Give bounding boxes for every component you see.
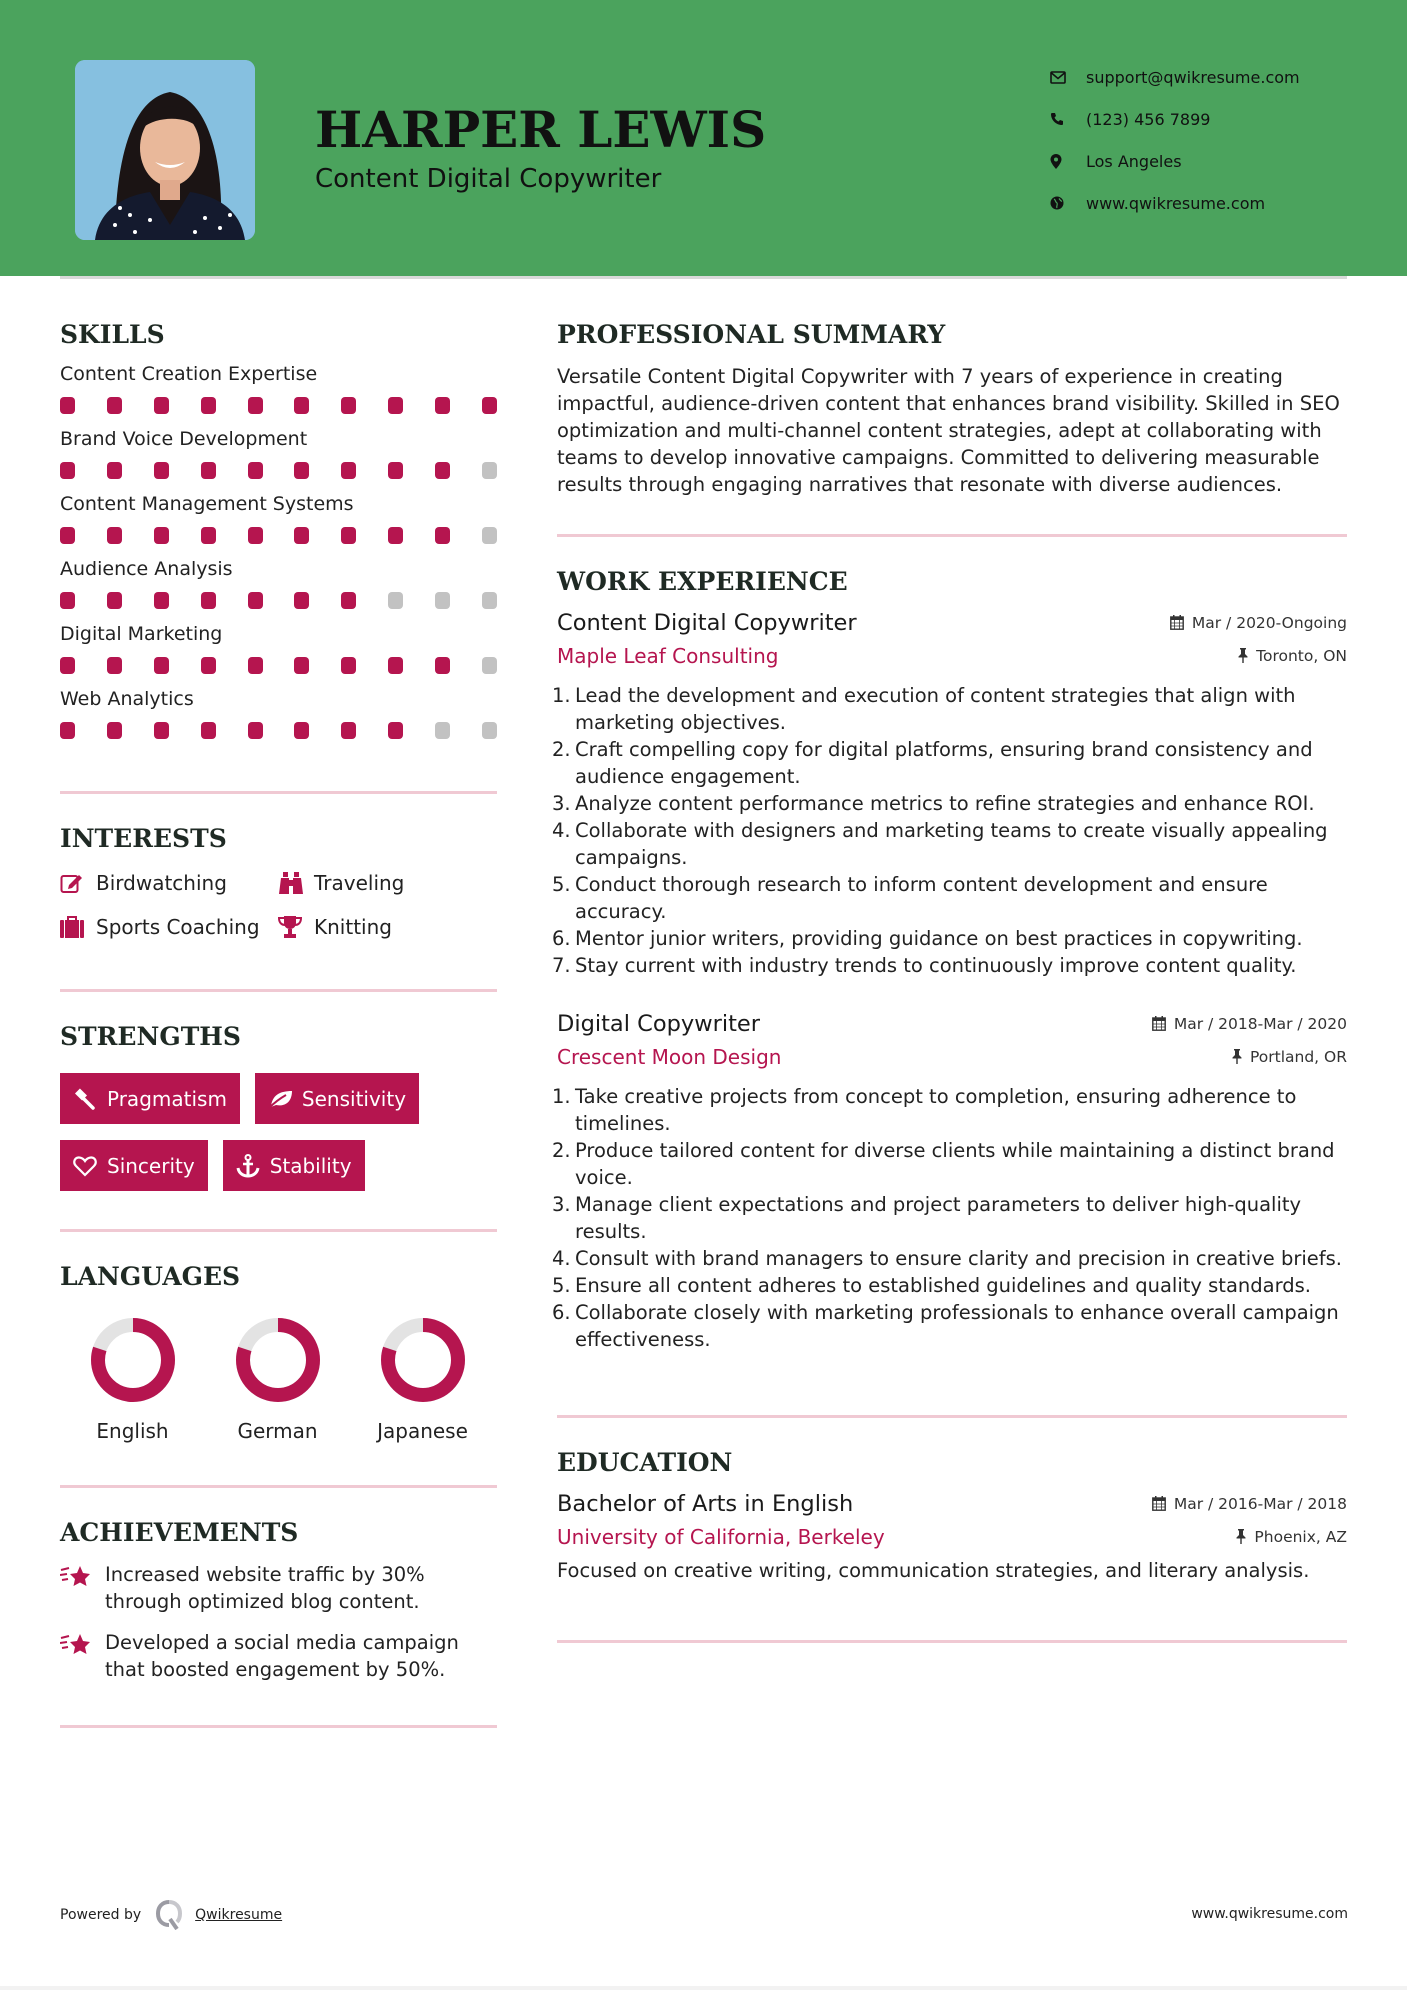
header-divider <box>60 276 1347 279</box>
duty-number: 5. <box>552 1274 571 1297</box>
rating-dot-filled <box>60 397 75 414</box>
qwikresume-link[interactable]: Qwikresume <box>195 1907 283 1923</box>
pushpin-icon <box>1236 1529 1246 1544</box>
shooting-star-icon <box>60 1629 105 1683</box>
powered-by-label: Powered by <box>60 1907 142 1923</box>
rating-dot-filled <box>341 397 356 414</box>
rating-dot-empty <box>482 462 497 479</box>
duty-number: 4. <box>552 819 571 842</box>
duty-item <box>552 817 1347 871</box>
education-location-text: Phoenix, AZ <box>1254 1527 1347 1546</box>
duty-number: 6. <box>552 1301 571 1324</box>
interests-heading: INTERESTS <box>60 824 227 853</box>
rating-dot-filled <box>60 592 75 609</box>
languages-heading: LANGUAGES <box>60 1262 241 1291</box>
rating-dot-filled <box>388 527 403 544</box>
duty-text: Analyze content performance metrics to refine strategies and enhance ROI. <box>575 792 1315 815</box>
skill-name: Brand Voice Development <box>60 428 308 450</box>
calendar-icon <box>1152 1496 1166 1511</box>
language-item <box>60 1317 205 1443</box>
duty-text: Mentor junior writers, providing guidance on best practices in copywriting. <box>575 927 1303 950</box>
duty-item <box>552 1137 1347 1191</box>
duty-number: 7. <box>552 954 571 977</box>
rating-dot-filled <box>435 657 450 674</box>
rating-dot-empty <box>482 592 497 609</box>
rating-dot-filled <box>294 462 309 479</box>
rating-dot-empty <box>388 592 403 609</box>
duty-number: 1. <box>552 1085 571 1108</box>
duties-list <box>552 682 1347 979</box>
experience-section <box>552 567 1347 1353</box>
section-divider <box>557 1415 1347 1418</box>
skill-rating <box>60 527 497 544</box>
rating-dot-filled <box>201 462 216 479</box>
job-location <box>1232 1048 1347 1066</box>
rating-dot-filled <box>435 462 450 479</box>
contact-phone-text: (123) 456 7899 <box>1086 109 1211 129</box>
company-name: Maple Leaf Consulting <box>557 644 779 668</box>
achievements-section <box>60 1518 497 1683</box>
rating-dot-filled <box>248 657 263 674</box>
contact-website-text: www.qwikresume.com <box>1086 193 1266 213</box>
rating-dot-empty <box>482 657 497 674</box>
education-head <box>557 1491 1347 1517</box>
rating-dot-filled <box>388 657 403 674</box>
education-subhead <box>557 1525 1347 1549</box>
duty-number: 3. <box>552 1193 571 1216</box>
footer-website[interactable]: www.qwikresume.com <box>1191 1906 1348 1922</box>
duty-text: Produce tailored content for diverse clients while maintaining a distinct brand voice. <box>575 1139 1335 1189</box>
duty-text: Consult with brand managers to ensure clarity and precision in creative briefs. <box>575 1247 1342 1270</box>
duty-text: Stay current with industry trends to continuously improve content quality. <box>575 954 1297 977</box>
interest-item <box>60 915 278 939</box>
rating-dot-filled <box>201 397 216 414</box>
interest-label: Birdwatching <box>96 871 227 895</box>
rating-dot-filled <box>388 722 403 739</box>
pushpin-icon <box>1232 1049 1242 1064</box>
section-divider <box>60 1485 497 1488</box>
section-divider <box>60 1229 497 1232</box>
left-column <box>60 320 497 1728</box>
interest-label: Sports Coaching <box>96 915 260 939</box>
calendar-icon <box>1152 1016 1166 1031</box>
rating-dot-filled <box>341 527 356 544</box>
rating-dot-filled <box>248 722 263 739</box>
strength-tag <box>255 1073 419 1124</box>
map-marker-icon <box>1050 154 1086 169</box>
job-location-text: Portland, OR <box>1249 1047 1347 1066</box>
job-title: Digital Copywriter <box>557 1011 761 1037</box>
header-banner <box>0 0 1407 276</box>
contact-email[interactable] <box>1050 56 1300 98</box>
rating-dot-filled <box>154 397 169 414</box>
duty-text: Manage client expectations and project parameters to deliver high-quality results. <box>575 1193 1302 1243</box>
rating-dot-filled <box>107 462 122 479</box>
globe-icon <box>1050 196 1086 210</box>
achievements-heading: ACHIEVEMENTS <box>60 1518 299 1547</box>
rating-dot-filled <box>154 657 169 674</box>
duty-text: Collaborate closely with marketing professionals to enhance overall campaign effectiveness. <box>575 1301 1339 1351</box>
language-item <box>350 1317 495 1443</box>
heart-icon <box>73 1155 107 1177</box>
education-location <box>1236 1528 1347 1546</box>
contact-email-text: support@qwikresume.com <box>1086 67 1300 87</box>
strengths-list <box>60 1073 497 1191</box>
strength-label: Sincerity <box>107 1153 195 1178</box>
section-divider <box>557 534 1347 537</box>
skill-rating <box>60 397 497 414</box>
anchor-icon <box>236 1154 270 1178</box>
contact-location <box>1050 140 1300 182</box>
rating-dot-filled <box>107 722 122 739</box>
achievement-item <box>60 1629 497 1683</box>
pushpin-icon <box>1238 648 1248 663</box>
job-dates-text: Mar / 2020-Ongoing <box>1191 613 1347 632</box>
interests-list <box>60 871 497 939</box>
rating-dot-filled <box>154 722 169 739</box>
rating-dot-empty <box>435 592 450 609</box>
education-heading: EDUCATION <box>557 1448 733 1477</box>
education-section <box>557 1448 1347 1584</box>
duty-text: Collaborate with designers and marketing teams to create visually appealing campaigns. <box>575 819 1328 869</box>
rating-dot-filled <box>154 462 169 479</box>
leaf-icon <box>268 1089 302 1109</box>
duty-number: 3. <box>552 792 571 815</box>
rating-dot-filled <box>248 592 263 609</box>
language-donut-chart <box>90 1317 176 1403</box>
job-dates <box>1152 1015 1347 1033</box>
rating-dot-filled <box>388 397 403 414</box>
job-subhead <box>557 644 1347 668</box>
skill-name: Content Management Systems <box>60 493 354 515</box>
rating-dot-filled <box>435 527 450 544</box>
duty-item <box>552 1272 1347 1299</box>
interest-item <box>60 871 278 895</box>
binoculars-icon <box>278 872 314 894</box>
education-dates-text: Mar / 2016-Mar / 2018 <box>1173 1494 1347 1513</box>
suitcase-icon <box>60 916 96 938</box>
right-column <box>552 320 1347 1643</box>
shooting-star-icon <box>60 1561 105 1615</box>
footer-powered-by <box>60 1900 282 1930</box>
languages-list <box>60 1317 497 1443</box>
job-head <box>557 1011 1347 1037</box>
rating-dot-filled <box>248 397 263 414</box>
rating-dot-filled <box>341 462 356 479</box>
education-description: Focused on creative writing, communication strategies, and literary analysis. <box>557 1559 1310 1582</box>
rating-dot-filled <box>201 592 216 609</box>
duties-list <box>552 1083 1347 1353</box>
rating-dot-filled <box>294 592 309 609</box>
strength-tag <box>60 1140 208 1191</box>
duty-text: Take creative projects from concept to completion, ensuring adherence to timelines. <box>575 1085 1297 1135</box>
section-divider <box>557 1640 1347 1643</box>
rating-dot-filled <box>154 592 169 609</box>
job-dates-text: Mar / 2018-Mar / 2020 <box>1173 1014 1347 1033</box>
job-head <box>557 610 1347 636</box>
edit-icon <box>60 872 96 894</box>
jobs-list <box>552 610 1347 1353</box>
language-name: English <box>96 1419 169 1443</box>
skill-rating <box>60 462 497 479</box>
rating-dot-filled <box>201 722 216 739</box>
section-divider <box>60 791 497 794</box>
duty-item <box>552 1299 1347 1353</box>
skill-rating <box>60 592 497 609</box>
duty-number: 1. <box>552 684 571 707</box>
rating-dot-filled <box>107 657 122 674</box>
language-donut-chart <box>235 1317 321 1403</box>
strengths-section <box>60 1022 497 1191</box>
rating-dot-filled <box>388 462 403 479</box>
achievement-item <box>60 1561 497 1615</box>
language-item <box>205 1317 350 1443</box>
section-divider <box>60 989 497 992</box>
company-name: Crescent Moon Design <box>557 1045 782 1069</box>
interest-label: Knitting <box>314 915 392 939</box>
duty-item <box>552 790 1347 817</box>
phone-icon <box>1050 112 1086 126</box>
duty-text: Lead the development and execution of content strategies that align with marketing objectives. <box>575 684 1296 734</box>
skills-section <box>60 320 497 739</box>
language-name: Japanese <box>377 1419 468 1443</box>
summary-section <box>557 320 1347 498</box>
contact-list <box>1050 56 1300 224</box>
skills-list <box>60 363 497 739</box>
rating-dot-filled <box>248 462 263 479</box>
duty-item <box>552 1083 1347 1137</box>
rating-dot-filled <box>482 397 497 414</box>
skills-heading: SKILLS <box>60 320 165 349</box>
skill-name: Web Analytics <box>60 688 194 710</box>
language-donut-chart <box>380 1317 466 1403</box>
contact-phone[interactable] <box>1050 98 1300 140</box>
job-location-text: Toronto, ON <box>1256 646 1347 665</box>
profile-photo <box>75 60 255 240</box>
rating-dot-filled <box>60 527 75 544</box>
duty-text: Craft compelling copy for digital platforms, ensuring brand consistency and audience engagement. <box>575 738 1313 788</box>
duty-number: 5. <box>552 873 571 896</box>
job-location <box>1238 647 1347 665</box>
duty-number: 2. <box>552 1139 571 1162</box>
duty-text: Conduct thorough research to inform content development and ensure accuracy. <box>575 873 1268 923</box>
strength-label: Pragmatism <box>107 1086 227 1111</box>
trophy-icon <box>278 916 314 938</box>
rating-dot-filled <box>107 527 122 544</box>
duty-item <box>552 871 1347 925</box>
interest-item <box>278 915 497 939</box>
job-entry <box>552 1011 1347 1353</box>
education-dates <box>1152 1495 1347 1513</box>
rating-dot-filled <box>341 722 356 739</box>
rating-dot-filled <box>435 397 450 414</box>
strength-label: Sensitivity <box>301 1086 407 1111</box>
qwikresume-logo-icon <box>155 1900 183 1930</box>
rating-dot-filled <box>107 592 122 609</box>
strength-tag <box>60 1073 240 1124</box>
strength-tag <box>223 1140 365 1191</box>
achievement-text: Increased website traffic by 30% through optimized blog content. <box>105 1563 425 1613</box>
rating-dot-empty <box>482 527 497 544</box>
interests-section <box>60 824 497 939</box>
duty-item <box>552 1245 1347 1272</box>
rating-dot-filled <box>341 657 356 674</box>
strength-label: Stability <box>269 1153 352 1178</box>
calendar-icon <box>1170 615 1184 630</box>
skill-rating <box>60 657 497 674</box>
rating-dot-empty <box>435 722 450 739</box>
rating-dot-filled <box>201 657 216 674</box>
experience-heading: WORK EXPERIENCE <box>557 567 848 596</box>
languages-section <box>60 1262 497 1443</box>
achievement-text: Developed a social media campaign that boosted engagement by 50%. <box>105 1631 459 1681</box>
job-subhead <box>557 1045 1347 1069</box>
interest-item <box>278 871 497 895</box>
rating-dot-empty <box>482 722 497 739</box>
duty-text: Ensure all content adheres to established guidelines and quality standards. <box>575 1274 1312 1297</box>
duty-number: 6. <box>552 927 571 950</box>
summary-text: Versatile Content Digital Copywriter with 7 years of experience in creating impactful, audience-driven content that enhances brand visibility. Skilled in SEO optimization and multi-channel content strategies, adept at collaborating with teams to develop innovative campaigns. Committed to delivering measurable results through engaging narratives that resonate with diverse audiences. <box>557 365 1340 496</box>
duty-item <box>552 1191 1347 1245</box>
job-dates <box>1170 614 1347 632</box>
gavel-icon <box>73 1088 107 1110</box>
rating-dot-filled <box>248 527 263 544</box>
rating-dot-filled <box>60 722 75 739</box>
duty-item <box>552 682 1347 736</box>
duty-number: 2. <box>552 738 571 761</box>
contact-website[interactable] <box>1050 182 1300 224</box>
degree-title: Bachelor of Arts in English <box>557 1491 854 1517</box>
rating-dot-filled <box>341 592 356 609</box>
rating-dot-filled <box>107 397 122 414</box>
candidate-title: Content Digital Copywriter <box>315 164 662 194</box>
rating-dot-filled <box>201 527 216 544</box>
job-entry <box>552 610 1347 979</box>
rating-dot-filled <box>60 657 75 674</box>
interest-label: Traveling <box>314 871 405 895</box>
envelope-icon <box>1050 71 1086 84</box>
rating-dot-filled <box>294 657 309 674</box>
strengths-heading: STRENGTHS <box>60 1022 241 1051</box>
rating-dot-filled <box>294 397 309 414</box>
job-title: Content Digital Copywriter <box>557 610 857 636</box>
skill-name: Audience Analysis <box>60 558 233 580</box>
duty-number: 4. <box>552 1247 571 1270</box>
page-bottom-edge <box>0 1986 1407 1990</box>
rating-dot-filled <box>154 527 169 544</box>
duty-item <box>552 925 1347 952</box>
rating-dot-filled <box>294 527 309 544</box>
rating-dot-filled <box>60 462 75 479</box>
language-name: German <box>237 1419 318 1443</box>
summary-heading: PROFESSIONAL SUMMARY <box>557 320 946 349</box>
skill-name: Content Creation Expertise <box>60 363 318 385</box>
contact-location-text: Los Angeles <box>1086 151 1182 171</box>
section-divider <box>60 1725 497 1728</box>
rating-dot-filled <box>294 722 309 739</box>
duty-item <box>552 736 1347 790</box>
skill-rating <box>60 722 497 739</box>
skill-name: Digital Marketing <box>60 623 223 645</box>
school-name: University of California, Berkeley <box>557 1525 885 1549</box>
duty-item <box>552 952 1347 979</box>
candidate-name: HARPER LEWIS <box>315 100 767 159</box>
